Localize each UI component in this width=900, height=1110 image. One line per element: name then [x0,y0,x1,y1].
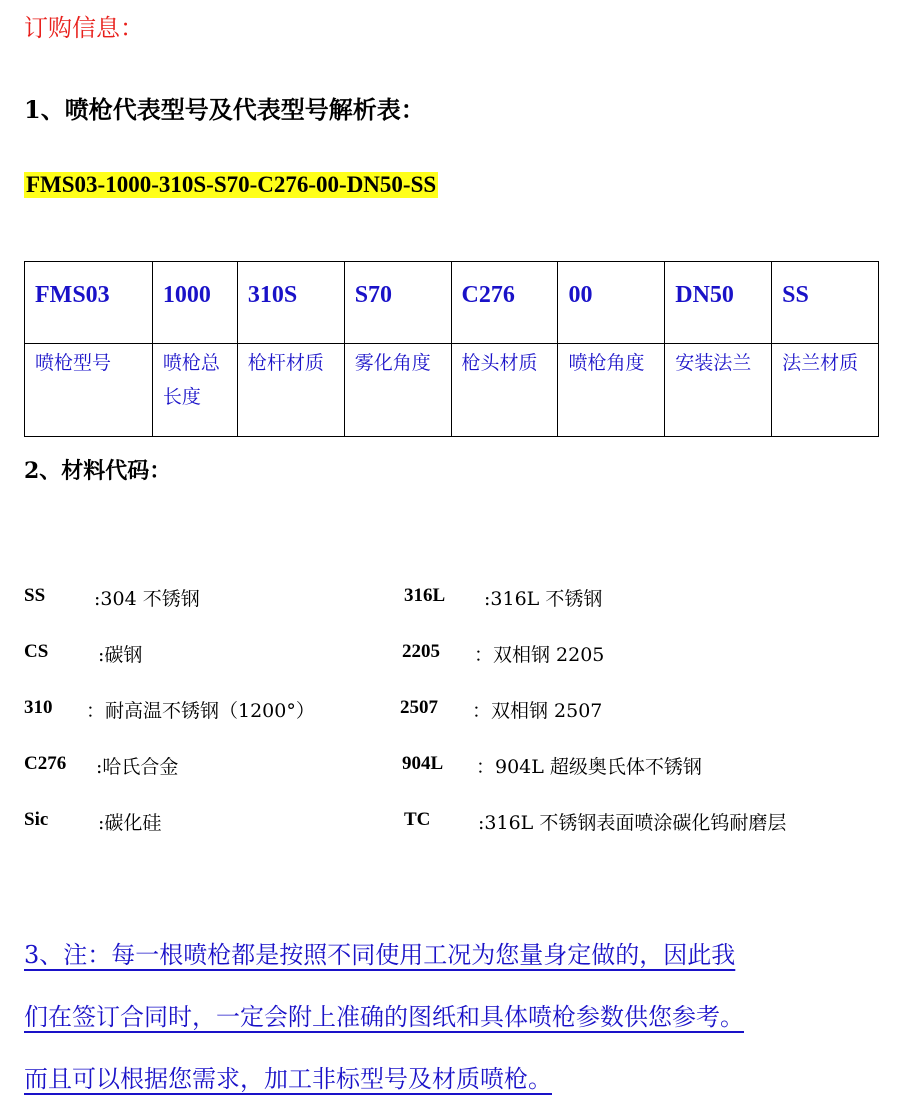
order-info-heading: 订购信息： [24,14,144,42]
model-code-highlight: FMS03-1000-310S-S70-C276-00-DN50-SS [26,172,437,197]
note-line: 们在签订合同时，一定会附上准确的图纸和具体喷枪参数供您参考。 [24,1003,744,1031]
material-code: TC [404,809,431,830]
material-desc: ：耐高温不锈钢（1200°） [86,700,315,722]
material-desc: :碳化硅 [98,812,162,834]
name-cell: 安装法兰 [665,344,772,437]
material-desc: :哈氏合金 [96,756,179,778]
name-cell: 枪头材质 [451,344,558,437]
model-decode-table [24,261,879,437]
name-cell: 喷枪型号 [25,344,153,437]
code-cell: 310S [237,262,344,344]
code-cell: DN50 [665,262,772,344]
code-cell: 00 [558,262,665,344]
material-code: C276 [24,753,67,774]
material-desc: ：双相钢 2205 [474,644,605,666]
code-cell: S70 [344,262,451,344]
material-code: CS [24,641,49,662]
name-cell: 法兰材质 [772,344,879,437]
material-code: 904L [402,753,444,774]
code-cell: 1000 [152,262,237,344]
material-desc: :304 不锈钢 [94,588,200,610]
material-desc: ：双相钢 2507 [472,700,603,722]
material-desc: ：904L 超级奥氏体不锈钢 [476,756,702,778]
note-line: 而且可以根据您需求，加工非标型号及材质喷枪。 [24,1065,552,1093]
note-line: 3、注：每一根喷枪都是按照不同使用工况为您量身定做的，因此我 [24,941,736,969]
code-row [25,262,879,344]
code-cell: C276 [451,262,558,344]
section-1-title: 1、喷枪代表型号及代表型号解析表： [24,95,425,124]
section-2-title: 2、材料代码： [24,458,172,484]
name-cell: 枪杆材质 [237,344,344,437]
code-cell: SS [772,262,879,344]
material-code: 2507 [400,697,438,718]
material-code: 316L [404,585,446,606]
code-cell: FMS03 [25,262,153,344]
material-code: SS [24,585,46,606]
material-desc: :碳钢 [98,644,143,666]
material-desc: :316L 不锈钢表面喷涂碳化钨耐磨层 [478,812,787,834]
custom-note [24,924,888,1110]
name-cell: 喷枪总长度 [152,344,237,437]
name-cell: 雾化角度 [344,344,451,437]
material-code: 2205 [402,641,440,662]
name-cell: 喷枪角度 [558,344,665,437]
material-desc: :316L 不锈钢 [484,588,603,610]
material-code: 310 [24,697,53,718]
material-code: Sic [24,809,49,830]
name-row [25,344,879,437]
